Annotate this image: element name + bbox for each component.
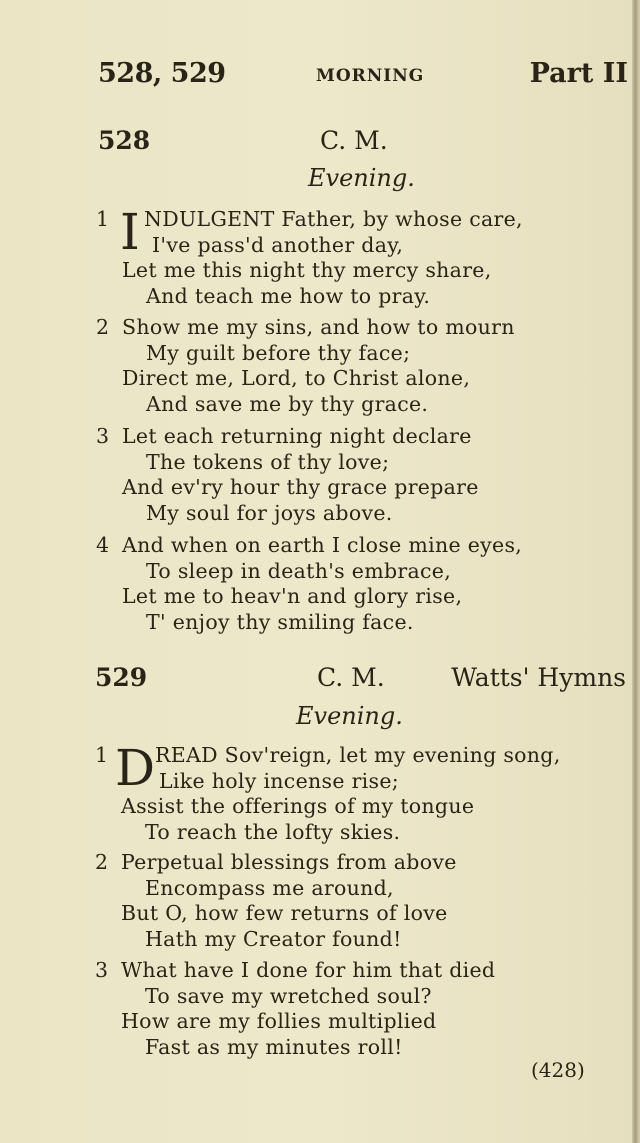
stanza-line: Assist the offerings of my tongue: [121, 794, 475, 818]
drop-cap: D: [115, 739, 156, 797]
stanza-line: Let each returning night declare: [122, 424, 472, 448]
stanza-528-2: [96, 315, 632, 417]
stanza-line: Encompass me around,: [145, 875, 394, 900]
stanza-line: Let me to heav'n and glory rise,: [122, 584, 463, 608]
stanza-line: T' enjoy thy smiling face.: [146, 609, 414, 634]
verse-number: 1: [96, 207, 110, 231]
stanza-line: How are my follies multiplied: [121, 1009, 437, 1033]
stanza-528-3: [96, 424, 632, 526]
stanza-line: To save my wretched soul?: [145, 983, 432, 1008]
stanza-line: Perpetual blessings from above: [121, 850, 457, 874]
stanza-529-3: [95, 958, 631, 1060]
verse-number: 3: [96, 424, 110, 448]
page-number: (428): [531, 1058, 585, 1082]
verse-number: 3: [95, 958, 109, 982]
stanza-line: Hath my Creator found!: [145, 926, 402, 951]
stanza-line: And when on earth I close mine eyes,: [122, 533, 523, 557]
verse-number: 4: [96, 533, 110, 557]
hymn-number: 528: [98, 126, 151, 155]
stanza-line: Direct me, Lord, to Christ alone,: [122, 366, 471, 390]
page-edge: [632, 0, 640, 1143]
stanza-line: Like holy incense rise;: [159, 768, 399, 793]
running-head-hymn-numbers: 528, 529: [98, 58, 226, 89]
stanza-line: And ev'ry hour thy grace prepare: [122, 475, 479, 499]
stanza-528-4: [96, 533, 632, 635]
stanza-line: Let me this night thy mercy share,: [122, 258, 492, 282]
stanza-line: My guilt before thy face;: [146, 340, 411, 365]
hymn-title: Evening.: [296, 702, 403, 730]
stanza-line: NDULGENT Father, by whose care,: [144, 207, 523, 231]
stanza-line: But O, how few returns of love: [121, 901, 448, 925]
running-head: [98, 58, 632, 94]
hymn-source: Watts' Hymns: [451, 663, 626, 692]
stanza-line: READ Sov'reign, let my evening song,: [155, 743, 561, 767]
running-head-part: Part II: [529, 58, 628, 89]
stanza-line: And save me by thy grace.: [146, 391, 429, 416]
stanza-line: Fast as my minutes roll!: [145, 1034, 403, 1059]
stanza-line: To reach the lofty skies.: [145, 819, 401, 844]
stanza-line: What have I done for him that died: [121, 958, 496, 982]
running-head-section: MORNING: [316, 66, 425, 86]
stanza-line: The tokens of thy love;: [146, 449, 390, 474]
hymn-meter: C. M.: [320, 126, 388, 155]
stanza-line: I've pass'd another day,: [152, 232, 404, 257]
stanza-529-2: [95, 850, 631, 952]
verse-number: 2: [95, 850, 109, 874]
stanza-line: To sleep in death's embrace,: [146, 558, 452, 583]
drop-cap: I: [120, 203, 140, 261]
verse-number: 1: [95, 743, 109, 767]
hymn-title: Evening.: [308, 164, 415, 192]
stanza-line: And teach me how to pray.: [146, 283, 431, 308]
stanza-line: Show me my sins, and how to mourn: [122, 315, 515, 339]
hymn-number: 529: [95, 663, 148, 692]
stanza-line: My soul for joys above.: [146, 500, 393, 525]
hymn-meter: C. M.: [317, 663, 385, 692]
verse-number: 2: [96, 315, 110, 339]
stanza-528-1: [96, 203, 632, 309]
stanza-529-1: [95, 739, 631, 845]
